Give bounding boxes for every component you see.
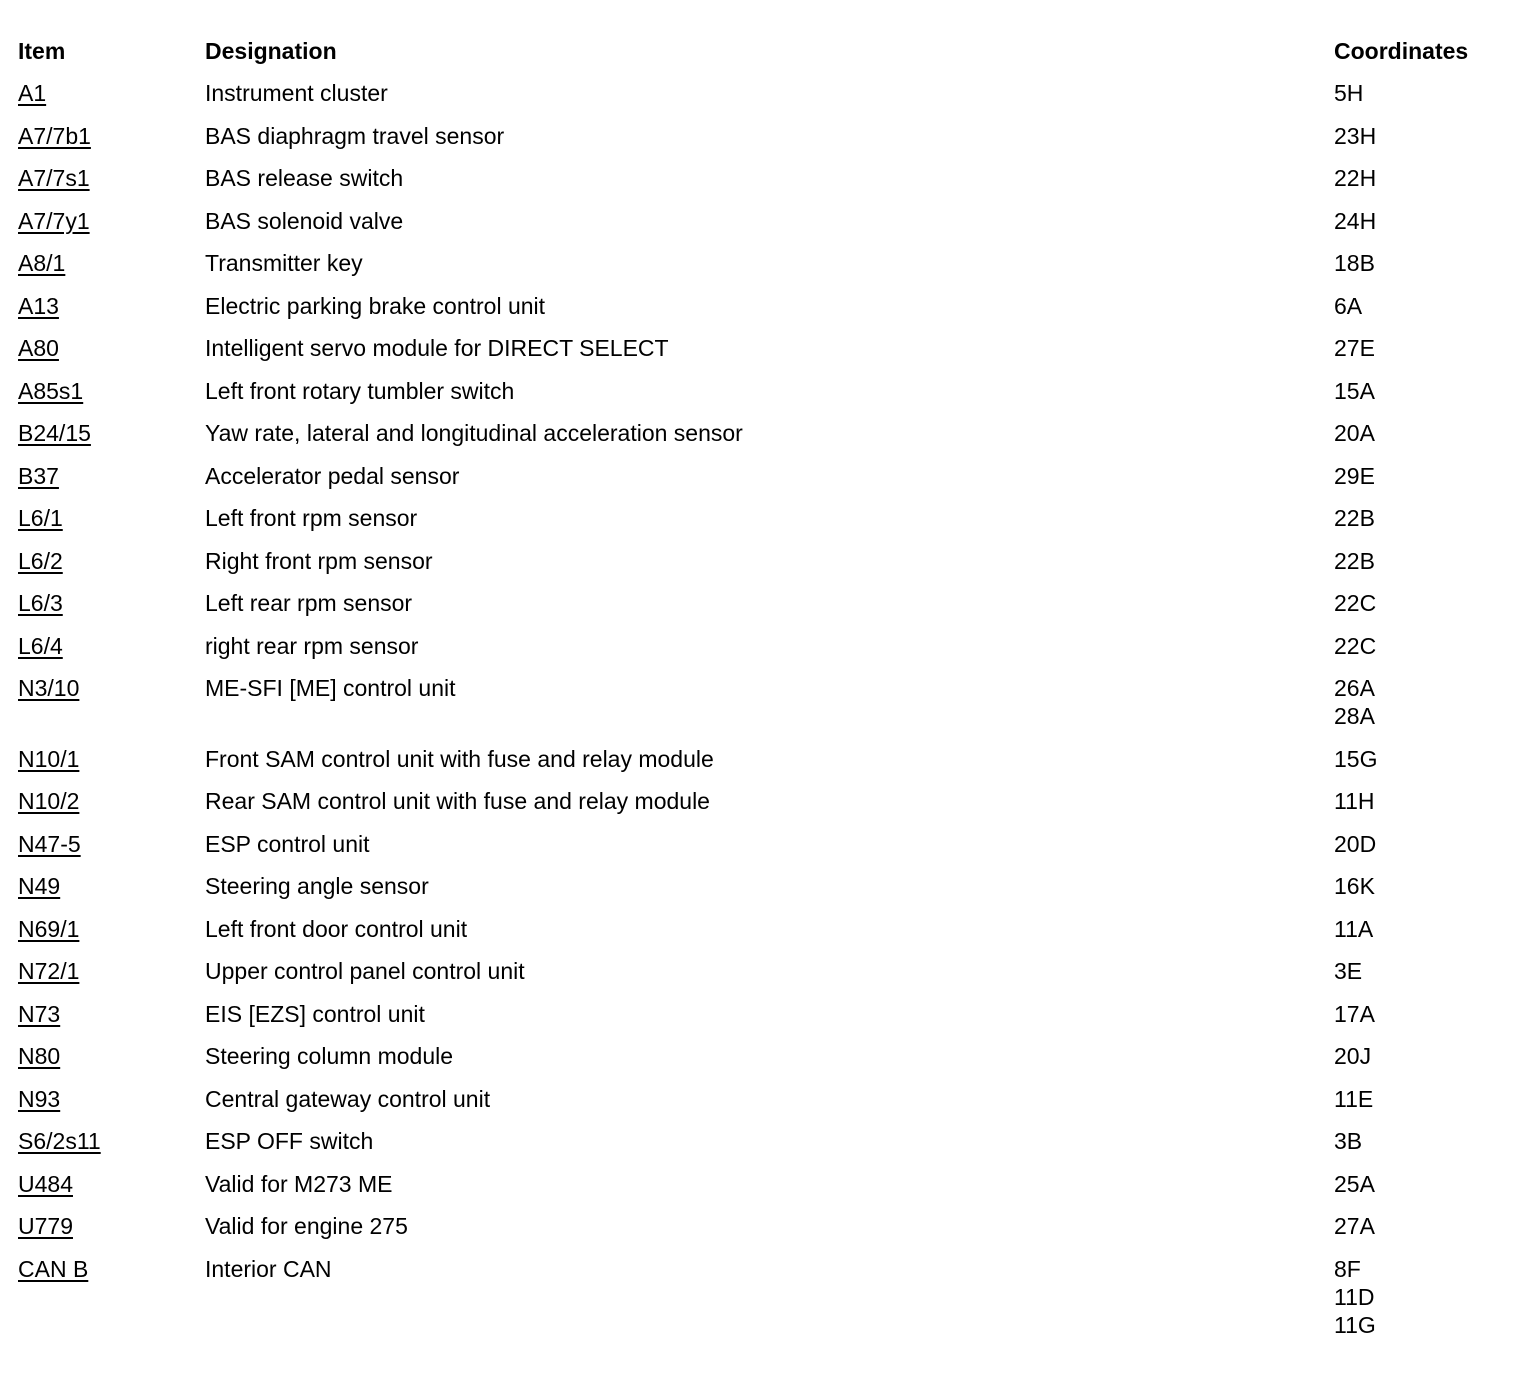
table-row — [18, 115, 1508, 158]
designation-cell: Steering column module — [205, 1043, 454, 1069]
coordinate-value: 23H — [1334, 122, 1377, 149]
header-coordinates: Coordinates — [1334, 38, 1469, 64]
coordinate-value: 11D — [1334, 1283, 1375, 1310]
table-row — [18, 780, 1508, 823]
designation-cell: ESP OFF switch — [205, 1128, 374, 1154]
item-link[interactable]: A7/7b1 — [18, 122, 91, 149]
coordinates-cell — [1334, 1127, 1508, 1155]
header-item: Item — [18, 38, 66, 64]
designation-cell: Yaw rate, lateral and longitudinal acceleration sensor — [205, 420, 743, 446]
coordinates-cell — [1334, 1255, 1508, 1339]
coordinates-cell — [1334, 632, 1508, 660]
designation-cell: ME-SFI [ME] control unit — [205, 675, 456, 701]
designation-cell: Left front door control unit — [205, 915, 468, 942]
coordinates-cell — [1334, 164, 1508, 192]
table-row — [18, 1120, 1508, 1163]
coordinate-value: 5H — [1334, 80, 1364, 106]
designation-cell: Left front rpm sensor — [205, 505, 418, 531]
table-header-row — [18, 30, 1508, 72]
coordinate-value: 8F — [1334, 1255, 1361, 1282]
coordinate-value: 20J — [1334, 1043, 1372, 1069]
item-link[interactable]: A7/7s1 — [18, 165, 90, 191]
coordinates-cell — [1334, 745, 1508, 773]
item-link[interactable]: L6/4 — [18, 632, 63, 659]
coordinates-cell — [1334, 122, 1508, 150]
table-row — [18, 1163, 1508, 1206]
coordinates-cell — [1334, 1170, 1508, 1198]
designation-cell: Valid for engine 275 — [205, 1213, 408, 1239]
table-row — [18, 950, 1508, 993]
table-row — [18, 908, 1508, 951]
coordinates-cell — [1334, 957, 1508, 985]
coordinates-cell — [1334, 79, 1508, 107]
designation-cell: BAS solenoid valve — [205, 207, 404, 234]
designation-cell: BAS release switch — [205, 165, 404, 191]
item-link[interactable]: N49 — [18, 873, 61, 899]
coordinates-cell — [1334, 547, 1508, 575]
designation-cell: Transmitter key — [205, 250, 363, 276]
table-row — [18, 738, 1508, 781]
item-link[interactable]: B24/15 — [18, 420, 91, 446]
coordinate-value: 20A — [1334, 420, 1375, 446]
coordinate-value: 22H — [1334, 165, 1377, 191]
item-link[interactable]: N10/1 — [18, 745, 80, 772]
coordinate-value: 3B — [1334, 1128, 1363, 1154]
coordinates-cell — [1334, 504, 1508, 532]
designation-cell: Valid for M273 ME — [205, 1170, 393, 1197]
item-link[interactable]: N69/1 — [18, 915, 80, 942]
item-link[interactable]: N80 — [18, 1043, 61, 1069]
coordinate-value: 11H — [1334, 788, 1375, 814]
item-link[interactable]: N72/1 — [18, 958, 80, 984]
coordinates-cell — [1334, 674, 1508, 730]
table-row — [18, 1078, 1508, 1121]
table-row — [18, 157, 1508, 200]
coordinate-value: 26A — [1334, 675, 1375, 701]
designation-cell: EIS [EZS] control unit — [205, 1000, 425, 1027]
coordinates-cell — [1334, 872, 1508, 900]
coordinates-cell — [1334, 787, 1508, 815]
coordinate-value: 3E — [1334, 958, 1363, 984]
designation-cell: Left front rotary tumbler switch — [205, 377, 515, 404]
designation-cell: right rear rpm sensor — [205, 632, 419, 659]
coordinates-cell — [1334, 377, 1508, 405]
table-row — [18, 72, 1508, 115]
table-row — [18, 823, 1508, 866]
coordinates-cell — [1334, 1000, 1508, 1028]
coordinate-value: 28A — [1334, 703, 1375, 729]
coordinates-cell — [1334, 589, 1508, 617]
designation-cell: Right front rpm sensor — [205, 547, 433, 574]
item-link[interactable]: N10/2 — [18, 788, 80, 814]
coordinate-value: 24H — [1334, 207, 1377, 234]
designation-cell: Central gateway control unit — [205, 1085, 491, 1112]
designation-cell: Rear SAM control unit with fuse and relay module — [205, 788, 710, 814]
table-row — [18, 582, 1508, 625]
coordinate-value: 15G — [1334, 745, 1378, 772]
coordinates-cell — [1334, 1042, 1508, 1070]
coordinate-value: 11G — [1334, 1311, 1376, 1338]
item-link[interactable]: B37 — [18, 462, 59, 489]
coordinates-cell — [1334, 1085, 1508, 1113]
coordinates-cell — [1334, 207, 1508, 235]
item-link[interactable]: N3/10 — [18, 675, 80, 701]
designation-cell: Interior CAN — [205, 1255, 332, 1282]
coordinates-cell — [1334, 419, 1508, 447]
coordinate-value: 27E — [1334, 335, 1375, 361]
item-link[interactable]: A1 — [18, 80, 47, 106]
component-legend-table — [18, 30, 1508, 1346]
coordinate-value: 20D — [1334, 830, 1377, 857]
coordinate-value: 11A — [1334, 915, 1374, 942]
item-link[interactable]: S6/2s11 — [18, 1128, 101, 1154]
coordinate-value: 15A — [1334, 377, 1375, 404]
item-link[interactable]: N73 — [18, 1000, 61, 1027]
designation-cell: Instrument cluster — [205, 80, 388, 106]
item-link[interactable]: A85s1 — [18, 377, 84, 404]
coordinate-value: 22B — [1334, 505, 1375, 531]
coordinate-value: 22C — [1334, 590, 1377, 616]
item-link[interactable]: L6/2 — [18, 547, 63, 574]
designation-cell: Left rear rpm sensor — [205, 590, 413, 616]
coordinate-value: 17A — [1334, 1000, 1375, 1027]
designation-cell: Steering angle sensor — [205, 873, 429, 899]
table-row — [18, 540, 1508, 583]
table-row — [18, 625, 1508, 668]
coordinate-value: 25A — [1334, 1170, 1375, 1197]
table-row — [18, 993, 1508, 1036]
designation-cell: Intelligent servo module for DIRECT SELECT — [205, 335, 669, 361]
coordinates-cell — [1334, 292, 1508, 320]
header-designation: Designation — [205, 38, 337, 64]
item-link[interactable]: A13 — [18, 292, 59, 319]
table-row — [18, 200, 1508, 243]
table-row — [18, 1248, 1508, 1347]
table-body — [18, 72, 1508, 1346]
designation-cell: BAS diaphragm travel sensor — [205, 122, 505, 149]
table-row — [18, 455, 1508, 498]
coordinates-cell — [1334, 462, 1508, 490]
coordinates-cell — [1334, 334, 1508, 362]
coordinates-cell — [1334, 915, 1508, 943]
table-row — [18, 412, 1508, 455]
coordinate-value: 11E — [1334, 1085, 1374, 1112]
table-row — [18, 285, 1508, 328]
item-link[interactable]: N93 — [18, 1085, 61, 1112]
coordinate-value: 18B — [1334, 250, 1375, 276]
designation-cell: Upper control panel control unit — [205, 958, 525, 984]
table-row — [18, 370, 1508, 413]
item-link[interactable]: U779 — [18, 1213, 73, 1239]
designation-cell: ESP control unit — [205, 830, 370, 857]
table-row — [18, 497, 1508, 540]
item-link[interactable]: A80 — [18, 335, 59, 361]
coordinate-value: 27A — [1334, 1213, 1375, 1239]
table-row — [18, 1035, 1508, 1078]
table-row — [18, 865, 1508, 908]
coordinates-cell — [1334, 830, 1508, 858]
coordinate-value: 16K — [1334, 873, 1375, 899]
table-row — [18, 667, 1508, 738]
item-link[interactable]: L6/3 — [18, 590, 63, 616]
table-row — [18, 327, 1508, 370]
coordinate-value: 22B — [1334, 547, 1375, 574]
table-row — [18, 242, 1508, 285]
table-row — [18, 1205, 1508, 1248]
item-link[interactable]: N47-5 — [18, 830, 81, 857]
item-link[interactable]: A7/7y1 — [18, 207, 90, 234]
designation-cell: Front SAM control unit with fuse and relay module — [205, 745, 714, 772]
item-link[interactable]: CAN B — [18, 1255, 89, 1282]
coordinate-value: 22C — [1334, 632, 1377, 659]
designation-cell: Electric parking brake control unit — [205, 292, 546, 319]
coordinate-value: 6A — [1334, 292, 1363, 319]
item-link[interactable]: A8/1 — [18, 250, 66, 276]
designation-cell: Accelerator pedal sensor — [205, 462, 460, 489]
coordinates-cell — [1334, 1212, 1508, 1240]
coordinate-value: 29E — [1334, 462, 1375, 489]
coordinates-cell — [1334, 249, 1508, 277]
item-link[interactable]: U484 — [18, 1170, 73, 1197]
item-link[interactable]: L6/1 — [18, 505, 63, 531]
